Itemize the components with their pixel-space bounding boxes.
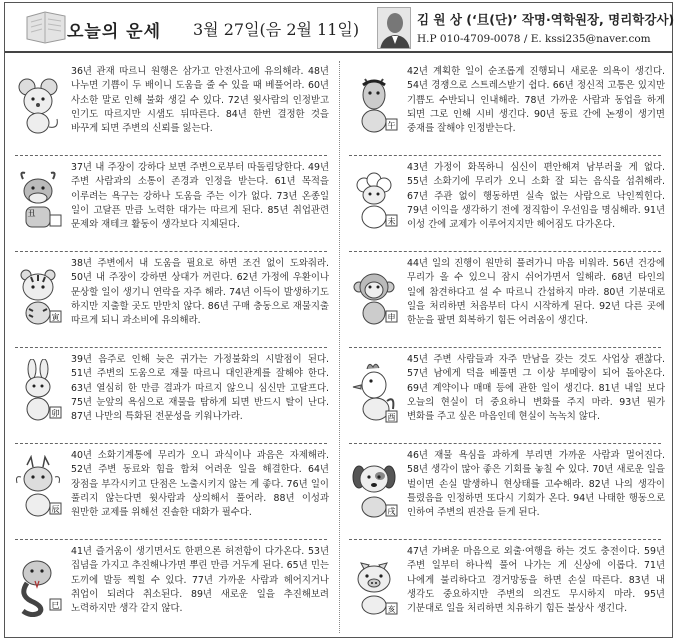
dog-icon [349,455,399,521]
rooster-icon [349,359,399,425]
monkey-icon [349,263,399,329]
date-label: 3월 27일(음 2월 11일) [193,20,360,39]
fortune-text: 43년 가정이 화목하니 심신이 편안해져 남부러울 게 없다. 55년 소화기에 무리가 오니 소화 잘 되는 음식을 섭취해라. 67년 주관 없이 행동하면 실속 없는 사람으로 낙인찍힌다. 79년 이익을 생각하기 전에 정직함이 우선임을 명심해라. 91년 이성 간에 교제가 이루어지지만 헤어짐도 다가온다. [407,162,665,231]
column-divider [339,61,340,633]
pig-icon [349,551,399,617]
fortune-text: 45년 주변 사람들과 자주 만남을 갖는 것도 사업상 괜찮다. 57년 남에게 덕을 베풀면 그 이상 부메랑이 되어 돌아온다. 69년 계약이나 매매 등에 관한 일이 생긴다. 81년 내일 보다 오늘의 현실이 더 중요하니 변화를 주지 마라. 93년 뭔가 변화를 주고 싶은 마음인데 현실이 녹녹치 않다. [407,354,665,423]
rabbit-icon [13,359,63,425]
book-icon [23,9,69,45]
fortune-tiger [5,253,337,349]
horse-icon [349,71,399,137]
fortune-rat [5,61,337,157]
fortune-page [4,2,673,638]
zodiac-hanja-label: 寅 [51,313,60,322]
fortune-text: 38년 주변에서 내 도움을 필요로 하면 조건 없이 도와줘라. 50년 내 주장이 강하면 상대가 꺼린다. 62년 가정에 우환이나 문상할 일이 생기니 연락을 자주 해라. 74년 이득이 발생하기도 하지만 지출할 곳도 만만치 않다. 86년 구매 충동으로 재물지출 따르게 되니 과소비에 유의해라. [71,258,329,327]
author-photo [377,7,411,49]
fortune-horse [341,61,673,157]
zodiac-hanja-label: 巳 [51,601,60,610]
fortune-text: 36년 관재 따르니 원행은 삼가고 안전사고에 유의해라. 48년 나누면 기쁨이 두 배이니 도움을 줄 수 있을 때 베풀어라. 60년 사소한 말로 인해 불화 생길 수 있다. 72년 윗사람의 인정받고 인기도 따르지만 시샘도 뒤따른다. 84년 한번 결정한 것을 바꾸게 되면 주변의 신뢰를 잃는다. [71,66,329,135]
author-name: 김 원 상 (‘旦(단)’ 작명·역학원장, 명리학강사) [417,12,675,27]
zodiac-hanja-label: 辰 [51,505,60,514]
fortune-text: 46년 재물 욕심을 과하게 부리면 가까운 사람과 멀어진다. 58년 생각이 많아 좋은 기회를 놓칠 수 있다. 70년 새로운 일을 벌이면 손실 발생하니 현상태를 고수해라. 82년 나의 생각이 틀렸음을 인정하면 또다시 기회가 온다. 94년 나태한 행동으로 인하여 주변의 핀잔을 듣게 된다. [407,450,665,519]
fortune-rooster [341,349,673,445]
dragon-icon [13,455,63,521]
header [5,3,675,53]
fortune-dragon [5,445,337,541]
fortune-text: 40년 소화기계통에 무리가 오니 과식이나 과음은 자제해라. 52년 주변 동료와 힘을 합쳐 어려운 일을 해결한다. 64년 장점을 부각시키고 단점은 노출시키지 않는 게 좋다. 76년 일이 풀리지 않는다면 윗사람과 상의해서 풀어라. 88년 이성과 원만한 교제를 위해선 진솔한 대화가 필수다. [71,450,329,519]
page-title: 오늘의 운세 [67,22,162,42]
fortune-dog [341,445,673,541]
zodiac-hanja-label: 未 [387,217,396,226]
zodiac-hanja-label: 戌 [387,507,396,516]
zodiac-hanja-label: 酉 [387,413,396,422]
fortune-text: 41년 즐거움이 생기면서도 한편으론 허전함이 다가온다. 53년 집념을 가지고 추진해나가면 뿌린 만큼 거두게 된다. 65년 민는 도끼에 발등 찍힐 수 있다. 77년 가까운 사람과 헤어지거나 취업이 되려다 취소된다. 89년 새로운 일을 추진해보려 노력하지만 생각 같지 않다. [71,546,329,615]
zodiac-hanja-label: 卯 [51,409,60,418]
zodiac-hanja-label: 丑 [27,209,36,218]
fortune-sheep [341,157,673,253]
snake-icon [13,551,63,617]
fortune-text: 44년 일의 진행이 원만히 풀려가니 마음 비워라. 56년 건강에 무리가 올 수 있으니 잠시 쉬어가면서 일해라. 68년 타인의 일에 참견하다고 설 수 따르니 간섭하지 마라. 80년 기분대로 일을 처리하면 처음부터 다시 시작하게 된다. 92년 다른 곳에 한눈을 팔면 회복하기 힘든 어려움이 생긴다. [407,258,665,327]
author-contact: H.P 010-4709-0078 / E. kssi235@naver.com [417,33,651,45]
fortune-ox [5,157,337,253]
fortune-text: 39년 음주로 인해 늦은 귀가는 가정불화의 시발점이 된다. 51년 주변의 도움으로 재물 따르니 대인관계를 잘해야 한다. 63년 열심히 한 만큼 결과가 따르지 않으니 심신만 고달프다. 75년 눈앞의 욕심으로 재물을 탐하게 되면 반드시 탈이 난다. 87년 나만의 특화된 전문성을 키워나가라. [71,354,329,423]
fortune-text: 47년 가벼운 마음으로 외출·여행을 하는 것도 충전이다. 59년 주변 일부터 하나씩 풀어 나가는 게 신상에 이롭다. 71년 나에게 불리하다고 경거망동을 하면 손실 따른다. 83년 내 생각도 중요하지만 주변의 의견도 무시하지 마라. 95년 기분대로 일을 처리하면 치유하기 힘든 불상사 생긴다. [407,546,665,615]
fortune-snake [5,541,337,637]
tiger-icon [13,263,63,329]
sheep-icon [349,167,399,233]
zodiac-hanja-label: 申 [387,313,396,322]
fortune-text: 37년 내 주장이 강하다 보면 주변으로부터 따돌림당한다. 49년 주변 사람과의 소통이 존경과 인정을 받는다. 61년 목적을 이루려는 욕구는 강하나 도움을 주는 이가 없다. 73년 온종일 일이 고달픈 만큼 노력한 대가는 따르게 된다. 85년 취업관련 문제와 재테크 활동이 생각보다 지체된다. [71,162,329,231]
fortune-monkey [341,253,673,349]
rat-icon [13,71,63,137]
fortune-text: 42년 계획한 일이 순조롭게 진행되니 새로운 의욕이 생긴다. 54년 경쟁으로 스트레스받기 쉽다. 66년 정신적 고통은 있지만 기쁨도 수반되니 인내해라. 78년 가까운 사람과 동업을 하게 되면 그로 인해 시비 생긴다. 90년 동료 간에 논쟁이 생기면 중재를 잘해야 인정받는다. [407,66,665,135]
zodiac-hanja-label: 午 [387,121,396,130]
fortune-rabbit [5,349,337,445]
fortune-pig [341,541,673,637]
ox-icon [13,167,63,233]
person-icon [378,8,411,49]
zodiac-hanja-label: 亥 [387,605,396,614]
